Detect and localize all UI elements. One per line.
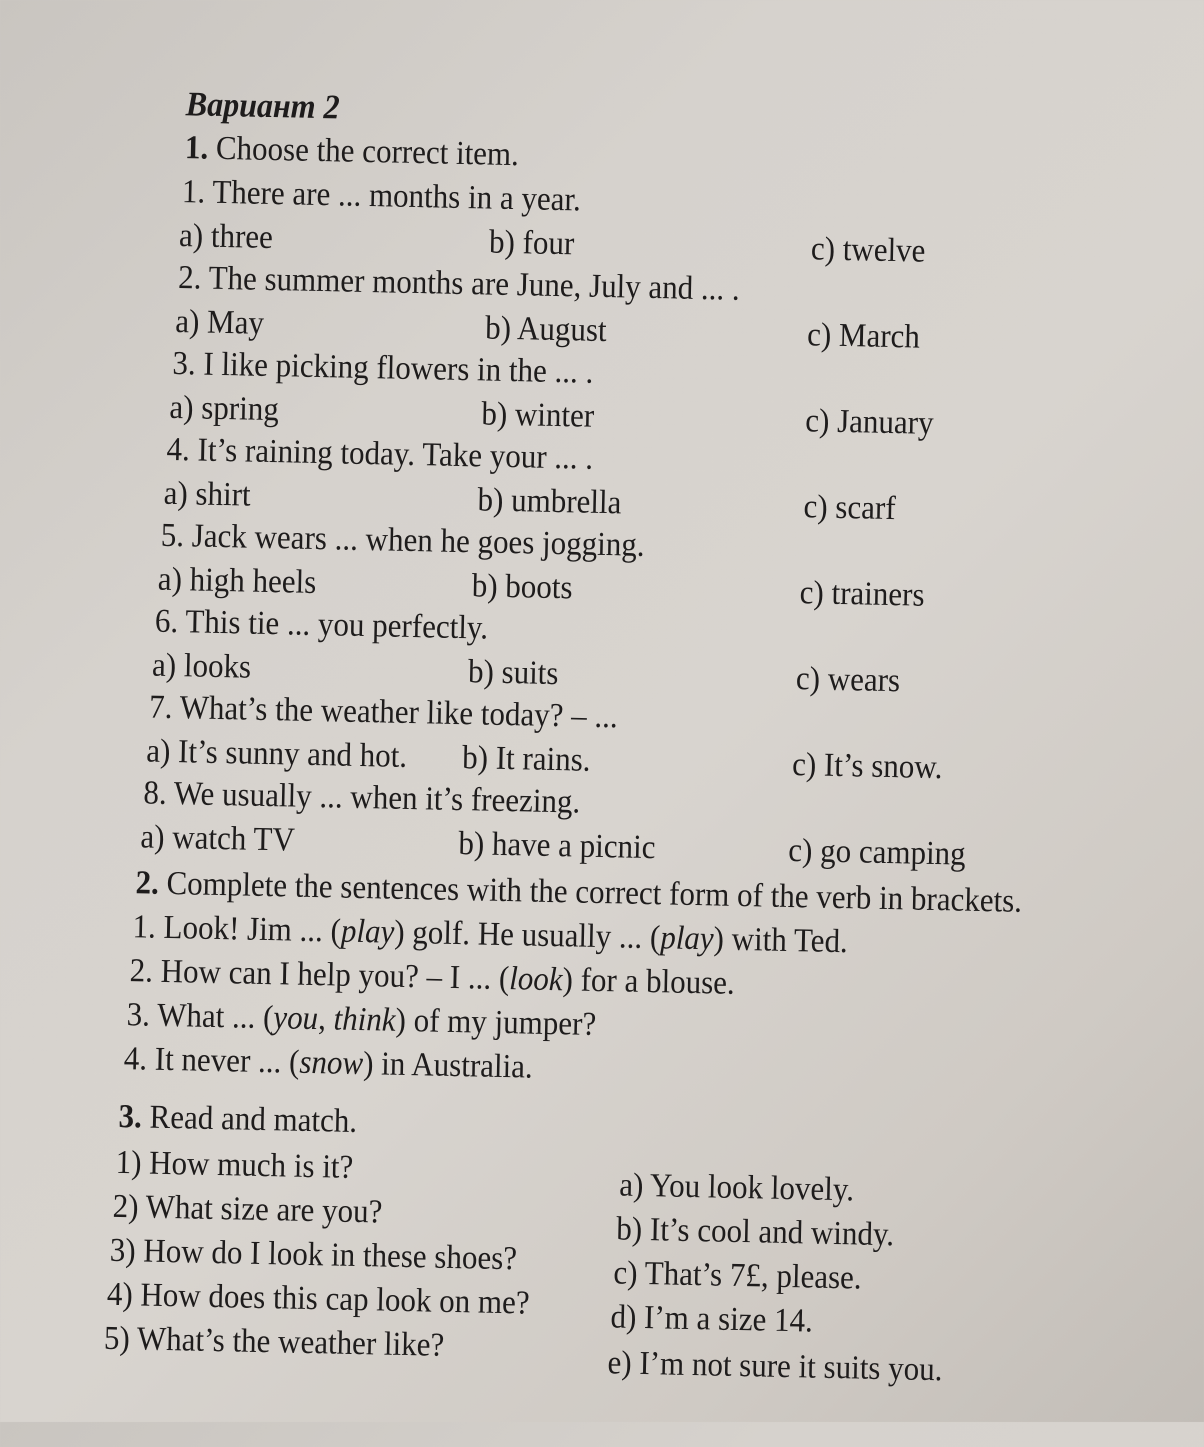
match-question-4: 4) How does this cap look on me? [106, 1274, 530, 1322]
q1-option-a: a) three [178, 215, 274, 256]
match-question-5: 5) What’s the weather like? [103, 1318, 445, 1364]
q8-option-a: a) watch TV [140, 817, 296, 859]
match-answer-e: e) I’m not sure it suits you. [607, 1343, 943, 1388]
s2-part1: 2. How can I help you? – I ... ( [129, 950, 510, 997]
question-2: 2. The summer months are June, July and ... . [177, 257, 741, 308]
q2-option-c: c) March [806, 314, 921, 356]
q8-option-b: b) have a picnic [458, 823, 656, 866]
q5-option-b: b) boots [471, 566, 573, 606]
q7-option-b: b) It rains. [461, 737, 591, 779]
match-answer-d: d) I’m a size 14. [610, 1297, 814, 1340]
question-7: 7. What’s the weather like today? – ... [148, 687, 619, 735]
q2-option-b: b) August [484, 308, 608, 349]
task3-heading [118, 1097, 357, 1141]
q3-option-a: a) spring [169, 387, 280, 428]
s3-verb2: think [333, 999, 397, 1039]
match-question-1: 1) How much is it? [115, 1142, 354, 1186]
q6-option-c: c) wears [795, 658, 901, 699]
q2-option-a: a) May [174, 301, 265, 342]
question-1: 1. There are ... months in a year. [181, 171, 582, 219]
q1-option-c: c) twelve [810, 229, 926, 270]
question-8: 8. We usually ... when it’s freezing. [143, 773, 581, 821]
task1-instruction: Choose the correct item. [215, 128, 520, 173]
q7-option-c: c) It’s snow. [791, 744, 943, 786]
task1-heading [185, 128, 520, 174]
match-question-3: 3) How do I look in these shoes? [109, 1230, 518, 1277]
s2-part2: ) for a blouse. [562, 960, 736, 1002]
q7-option-a: a) It’s sunny and hot. [145, 731, 408, 775]
match-answer-b: b) It’s cool and windy. [616, 1209, 895, 1253]
s3-part2: , [317, 998, 335, 1038]
s3-part3: ) of my jumper? [395, 1000, 597, 1043]
task1-number: 1. [184, 127, 209, 167]
question-6: 6. This tie ... you perfectly. [154, 601, 489, 647]
q8-option-c: c) go camping [787, 830, 967, 873]
task2-sentence-2 [129, 951, 735, 1003]
s4-part1: 4. It never ... ( [123, 1038, 300, 1081]
s1-part3: ) with Ted. [713, 919, 849, 960]
match-answer-c: c) That’s 7£, please. [613, 1253, 863, 1297]
s2-verb1: look [508, 958, 564, 998]
task2-number: 2. [135, 863, 160, 902]
task3-number: 3. [118, 1096, 143, 1136]
s1-part1: 1. Look! Jim ... ( [132, 906, 342, 950]
q6-option-a: a) looks [151, 645, 252, 686]
q4-option-b: b) umbrella [477, 480, 622, 521]
task2-sentence-3 [126, 995, 596, 1044]
q5-option-c: c) trainers [799, 572, 925, 614]
q4-option-a: a) shirt [163, 473, 252, 514]
s1-verb2: play [659, 918, 715, 957]
q5-option-a: a) high heels [157, 559, 317, 601]
task2-instruction: Complete the sentences with the correct form of the verb in brackets. [166, 863, 1023, 920]
q6-option-b: b) suits [467, 651, 559, 692]
question-3: 3. I like picking flowers in the ... . [172, 343, 594, 391]
s1-verb1: play [340, 911, 395, 951]
match-answer-a: a) You look lovely. [618, 1165, 855, 1208]
task3-instruction: Read and match. [149, 1097, 358, 1140]
variant-title: Вариант 2 [185, 83, 341, 127]
q3-option-b: b) winter [481, 394, 595, 435]
s3-verb1: you [273, 997, 319, 1037]
task2-sentence-4 [123, 1039, 533, 1086]
q1-option-b: b) four [488, 222, 575, 262]
s4-verb1: snow [299, 1042, 364, 1082]
q4-option-c: c) scarf [803, 486, 897, 527]
s4-part2: ) in Australia. [362, 1043, 534, 1086]
match-question-2: 2) What size are you? [112, 1186, 383, 1231]
question-4: 4. It’s raining today. Take your ... . [166, 429, 594, 477]
q3-option-c: c) January [804, 400, 935, 442]
question-5: 5. Jack wears ... when he goes jogging. [160, 515, 645, 564]
s1-part2: ) golf. He usually ... ( [393, 912, 661, 956]
s3-part1: 3. What ... ( [126, 994, 274, 1036]
